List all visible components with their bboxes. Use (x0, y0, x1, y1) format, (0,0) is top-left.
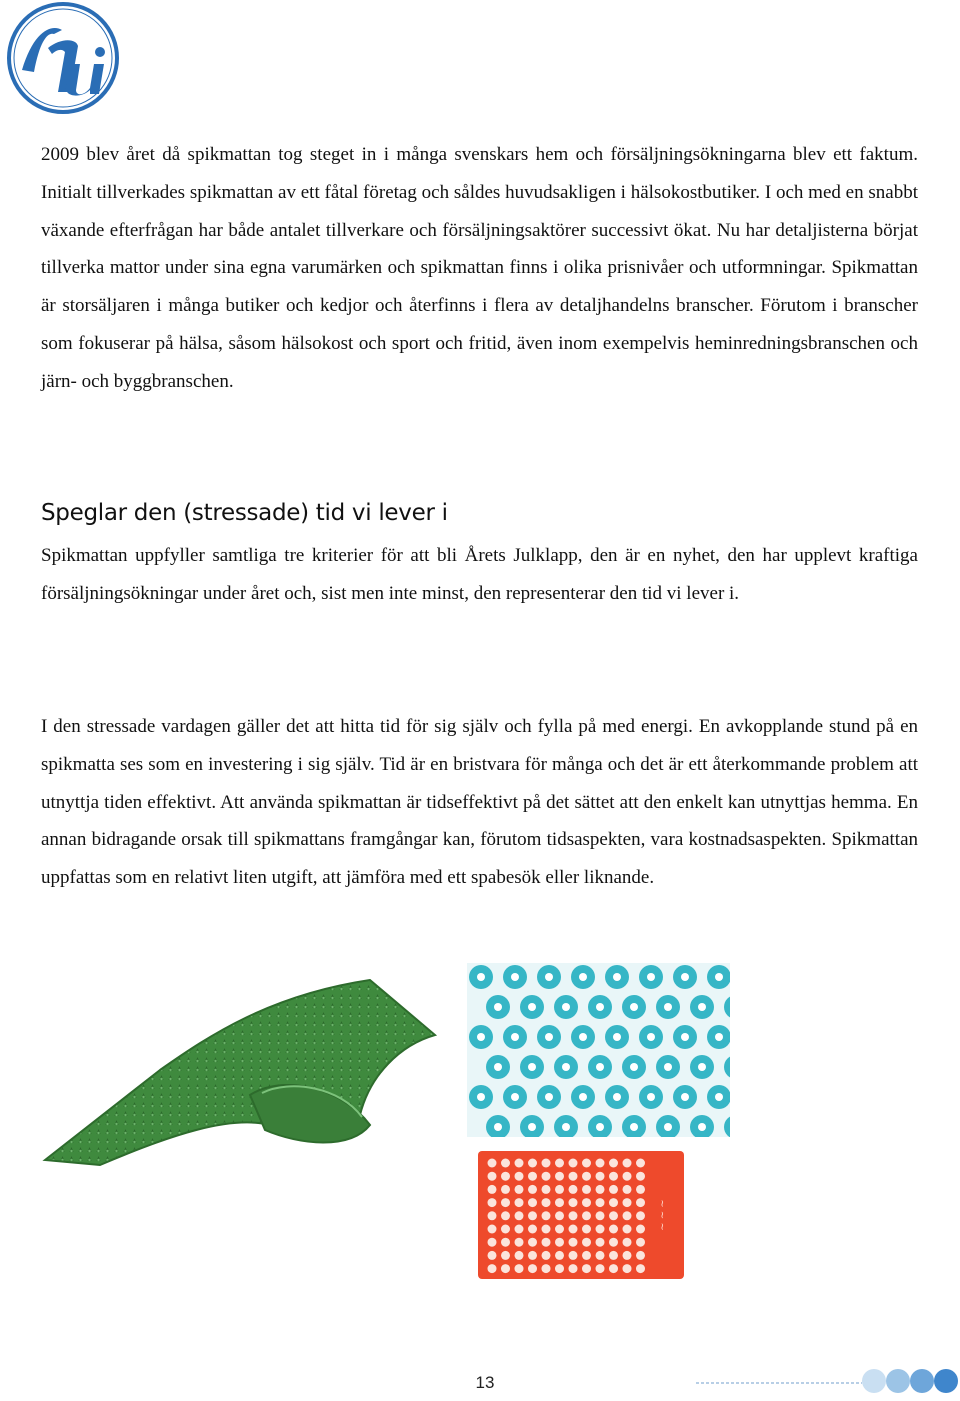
body-paragraph-1: 2009 blev året då spikmattan tog steget in i många svenskars hem och försäljningsökningarna blev ett faktum. Initialt tillverkades spikmattan av ett fåtal företag och såldes huvudsakligen i hälsokostbutiker. I och med en snabbt växande efterfrågan har både antalet tillverkare och försäljningsaktörer successivt ökat. Nu har detaljisterna börjat tillverka mattor under sina egna varumärken och spikmattan finns i olika prisnivåer och utformningar. Spikmattan är storsäljaren i många butiker och kedjor och återfinns i flera av detaljhandelns branscher. Förutom i branscher som fokuserar på hälsa, såsom hälsokost och sport och fritid, även inom exempelvis heminredningsbranschen och järn- och byggbranschen. (41, 144, 918, 392)
svg-text:~ ~ ~: ~ ~ ~ (656, 1199, 667, 1231)
blue-spike-mat-image (467, 963, 730, 1137)
footer-decoration-dots (692, 1366, 960, 1396)
page-number: 13 (475, 1373, 495, 1392)
green-spike-mat-image (40, 975, 440, 1180)
body-paragraph-2: Spikmattan uppfyller samtliga tre kriterier för att bli Årets Julklapp, den är en nyhet, den har upplevt kraftiga försäljningsökningar under året och, sist men inte minst, den representerar den tid vi lever i. (41, 545, 918, 604)
hui-logo-icon (4, 0, 122, 116)
body-paragraph-3: I den stressade vardagen gäller det att hitta tid för sig själv och fylla på med energi. En avkopplande stund på en spikmatta ses som en investering i sig själv. Tid är en bristvara för många och det är ett återkommande problem att utnyttja tiden effektivt. Att använda spikmattan är tidseffektivt på det sättet att den enkelt kan utnyttjas hemma. En annan bidragande orsak till spikmattans framgångar kan, förutom tidsaspekten, vara kostnadsaspekten. Spikmattan uppfattas som en relativt liten utgift, att jämföra med ett spabesök eller liknande. (41, 716, 918, 889)
section-heading: Speglar den (stressade) tid vi lever i (41, 500, 448, 526)
red-spike-mat-image (470, 1145, 692, 1285)
